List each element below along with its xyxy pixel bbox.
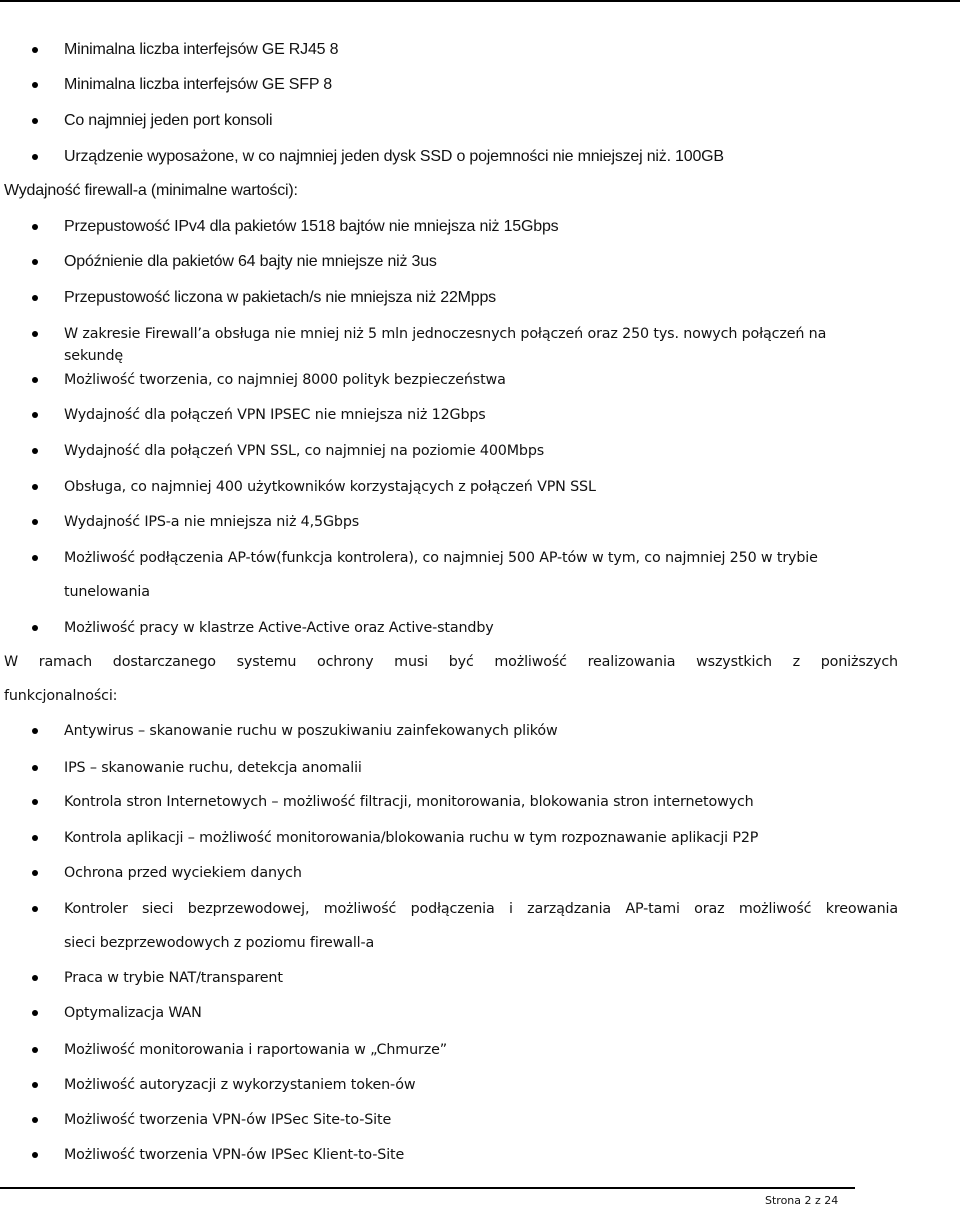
- bullet-icon: [32, 870, 38, 876]
- bullet-icon: [32, 1082, 38, 1088]
- bullet-icon: [32, 154, 38, 160]
- bullet-icon: [32, 1117, 38, 1123]
- bullet-icon: [32, 799, 38, 805]
- bullet-icon: [32, 259, 38, 265]
- bullet-icon: [32, 1152, 38, 1158]
- bullet-icon: [32, 224, 38, 230]
- paragraph-line: W ramach dostarczanego systemu ochrony musi być możliwość realizowania wszystkich z poniższych: [4, 654, 898, 670]
- bullet-icon: [32, 82, 38, 88]
- list-item-text: Kontroler sieci bezprzewodowej, możliwość podłączenia i zarządzania AP-tami oraz możliwość kreowania: [64, 901, 898, 917]
- bullet-icon: [32, 765, 38, 771]
- bullet-icon: [32, 519, 38, 525]
- bullet-icon: [32, 448, 38, 454]
- top-rule: [0, 0, 960, 2]
- bullet-icon: [32, 835, 38, 841]
- footer-rule: [0, 1187, 855, 1189]
- bullet-icon: [32, 377, 38, 383]
- bullet-icon: [32, 295, 38, 301]
- bullet-icon: [32, 975, 38, 981]
- bullet-icon: [32, 412, 38, 418]
- bullet-icon: [32, 47, 38, 53]
- page-number: Strona 2 z 24: [765, 1194, 839, 1207]
- bullet-icon: [32, 331, 38, 337]
- bullet-icon: [32, 625, 38, 631]
- bullet-icon: [32, 906, 38, 912]
- bullet-icon: [32, 1047, 38, 1053]
- bullet-icon: [32, 555, 38, 561]
- bullet-icon: [32, 728, 38, 734]
- bullet-icon: [32, 1010, 38, 1016]
- bullet-icon: [32, 484, 38, 490]
- bullet-icon: [32, 118, 38, 124]
